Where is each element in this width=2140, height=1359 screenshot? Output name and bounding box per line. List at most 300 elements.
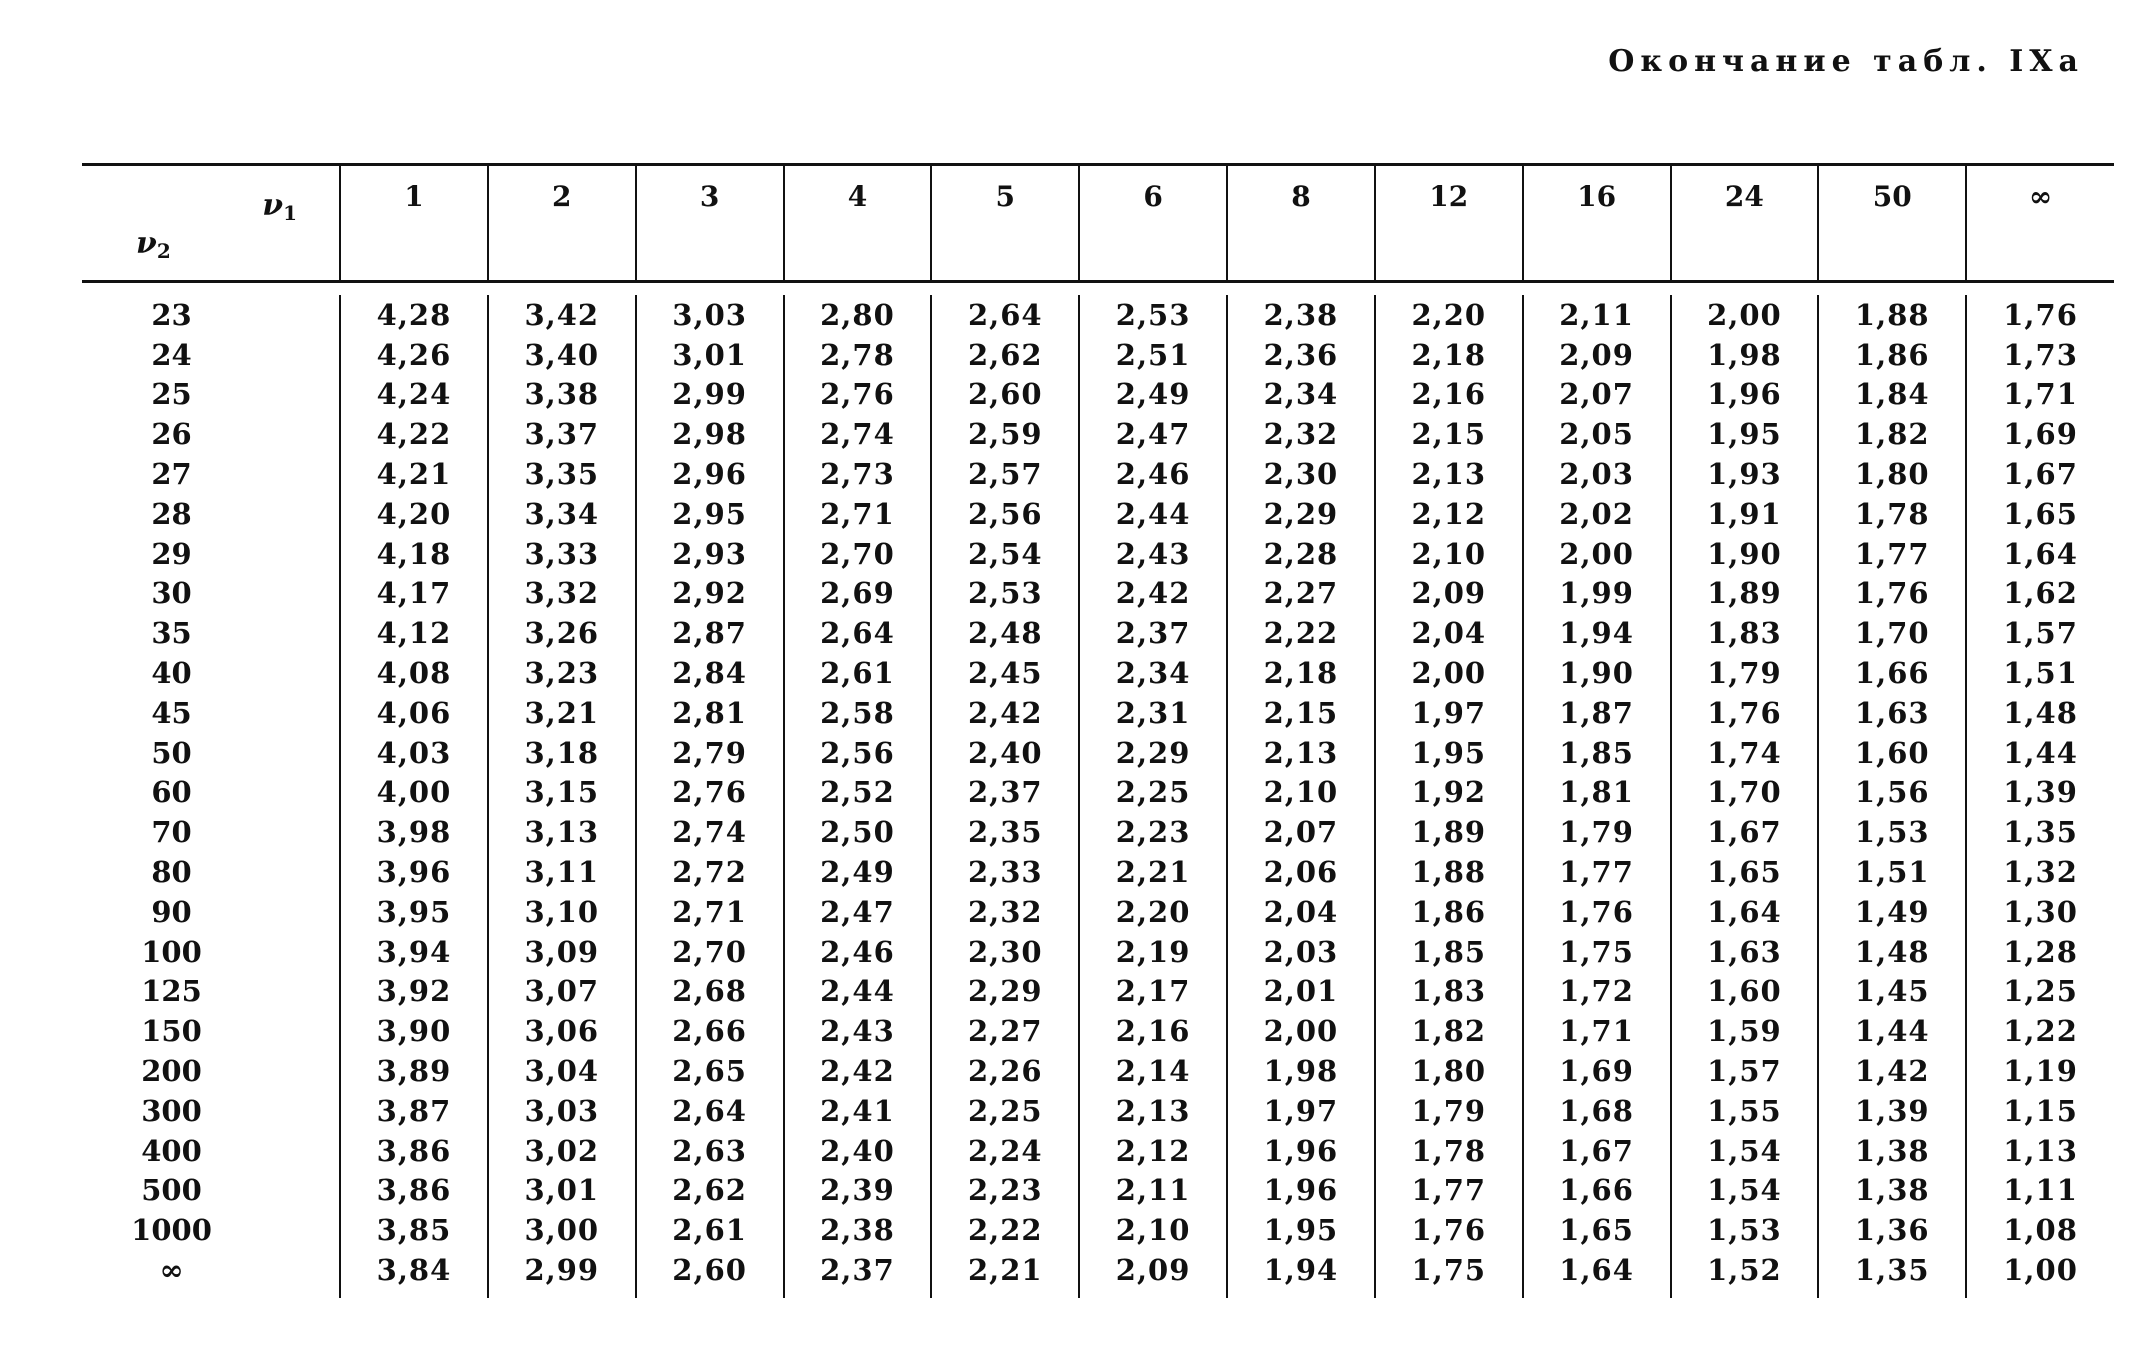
table-row	[82, 534, 2114, 574]
table-cell: 1,79	[1523, 812, 1671, 852]
table-cell: 1,44	[1818, 1011, 1966, 1051]
table-cell: 1,85	[1375, 932, 1523, 972]
table-cell: 1,65	[1966, 494, 2114, 534]
table-cell: 2,17	[1079, 972, 1227, 1012]
table-cell: 2,00	[1523, 534, 1671, 574]
row-label: 25	[151, 377, 192, 412]
table-cell: 3,02	[488, 1131, 636, 1171]
table-cell: 1,67	[1671, 812, 1819, 852]
table-cell: 1,66	[1818, 653, 1966, 693]
table-row	[82, 1250, 2114, 1298]
table-cell: 2,60	[931, 375, 1079, 415]
table-cell: 2,42	[784, 1051, 932, 1091]
table-cell: 2,16	[1375, 375, 1523, 415]
table-cell: 2,31	[1079, 693, 1227, 733]
table-cell: 1,79	[1375, 1091, 1523, 1131]
table-cell: 1,38	[1818, 1171, 1966, 1211]
table-cell: 2,63	[636, 1131, 784, 1171]
table-cell: 2,25	[1079, 773, 1227, 813]
table-cell: 2,45	[931, 653, 1079, 693]
table-cell: 1,11	[1966, 1171, 2114, 1211]
table-cell: 1,76	[1671, 693, 1819, 733]
table-cell: 2,51	[1079, 335, 1227, 375]
table-cell: 1,35	[1818, 1250, 1966, 1298]
table-cell: 3,37	[488, 414, 636, 454]
table-cell: 2,03	[1227, 932, 1375, 972]
table-row	[82, 494, 2114, 534]
table-cell: 2,34	[1079, 653, 1227, 693]
table-cell: 2,23	[1079, 812, 1227, 852]
row-label: 300	[141, 1093, 202, 1128]
table-cell: 2,38	[1227, 295, 1375, 335]
table-cell: 2,93	[636, 534, 784, 574]
table-cell: 1,57	[1671, 1051, 1819, 1091]
table-cell: 1,83	[1671, 613, 1819, 653]
table-cell: 2,57	[931, 454, 1079, 494]
table-cell: 3,87	[340, 1091, 488, 1131]
table-cell: 1,39	[1966, 773, 2114, 813]
table-cell: 2,56	[931, 494, 1079, 534]
table-cell: 1,76	[1375, 1210, 1523, 1250]
nu2-label: $\nu_2$	[136, 226, 171, 263]
table-row	[82, 972, 2114, 1012]
table-cell: 2,04	[1375, 613, 1523, 653]
spacer-row	[82, 282, 2114, 296]
table-cell: 2,64	[784, 613, 932, 653]
table-cell: 2,76	[784, 375, 932, 415]
table-cell: 3,01	[488, 1171, 636, 1211]
table-cell: 2,54	[931, 534, 1079, 574]
table-cell: 2,71	[784, 494, 932, 534]
table-cell: 3,03	[488, 1091, 636, 1131]
table-cell: 1,76	[1966, 295, 2114, 335]
row-label: 60	[151, 775, 192, 810]
table-cell: 2,56	[784, 733, 932, 773]
table-cell: 1,52	[1671, 1250, 1819, 1298]
table-cell: 1,63	[1671, 932, 1819, 972]
table-cell: 1,51	[1818, 852, 1966, 892]
table-row	[82, 773, 2114, 813]
table-cell: 3,35	[488, 454, 636, 494]
table-cell: 2,10	[1375, 534, 1523, 574]
row-label: 28	[151, 496, 192, 531]
table-cell: 3,89	[340, 1051, 488, 1091]
row-label: 400	[141, 1133, 202, 1168]
row-label: 27	[151, 457, 192, 492]
table-row	[82, 653, 2114, 693]
table-cell: 2,35	[931, 812, 1079, 852]
table-cell: 2,27	[1227, 574, 1375, 614]
table-cell: 2,99	[636, 375, 784, 415]
table-cell: 2,24	[931, 1131, 1079, 1171]
table-cell: 2,87	[636, 613, 784, 653]
table-cell: 3,33	[488, 534, 636, 574]
table-cell: 4,06	[340, 693, 488, 733]
row-label: 29	[151, 536, 192, 571]
table-cell: 2,16	[1079, 1011, 1227, 1051]
table-cell: 3,07	[488, 972, 636, 1012]
f-distribution-table	[82, 163, 2114, 1298]
table-cell: 3,09	[488, 932, 636, 972]
table-cell: 2,70	[784, 534, 932, 574]
table-cell: 3,86	[340, 1131, 488, 1171]
table-cell: 2,00	[1375, 653, 1523, 693]
table-cell: 2,37	[1079, 613, 1227, 653]
column-header: 1	[340, 165, 488, 282]
table-cell: 4,22	[340, 414, 488, 454]
table-cell: 2,09	[1523, 335, 1671, 375]
table-cell: 1,89	[1375, 812, 1523, 852]
table-cell: 1,15	[1966, 1091, 2114, 1131]
table-cell: 1,77	[1818, 534, 1966, 574]
table-cell: 2,29	[1227, 494, 1375, 534]
table-cell: 2,37	[931, 773, 1079, 813]
table-cell: 2,30	[1227, 454, 1375, 494]
table-cell: 1,96	[1227, 1171, 1375, 1211]
table-row	[82, 375, 2114, 415]
table-cell: 2,10	[1079, 1210, 1227, 1250]
table-cell: 3,23	[488, 653, 636, 693]
header-row	[82, 165, 2114, 282]
table-cell: 1,64	[1671, 892, 1819, 932]
table-cell: 2,21	[1079, 852, 1227, 892]
table-cell: 2,02	[1523, 494, 1671, 534]
table-cell: 1,70	[1671, 773, 1819, 813]
column-header: 4	[784, 165, 932, 282]
table-cell: 1,94	[1523, 613, 1671, 653]
column-header: 3	[636, 165, 784, 282]
table-cell: 4,26	[340, 335, 488, 375]
table-cell: 3,18	[488, 733, 636, 773]
column-header: 24	[1671, 165, 1819, 282]
table-cell: 1,49	[1818, 892, 1966, 932]
table-cell: 2,73	[784, 454, 932, 494]
table-cell: 3,86	[340, 1171, 488, 1211]
table-cell: 1,67	[1523, 1131, 1671, 1171]
table-cell: 1,96	[1227, 1131, 1375, 1171]
table-cell: 1,66	[1523, 1171, 1671, 1211]
table-cell: 2,49	[784, 852, 932, 892]
table-cell: 1,69	[1966, 414, 2114, 454]
table-cell: 1,78	[1818, 494, 1966, 534]
table-cell: 1,44	[1966, 733, 2114, 773]
table-cell: 1,25	[1966, 972, 2114, 1012]
table-cell: 2,47	[784, 892, 932, 932]
table-cell: 1,56	[1818, 773, 1966, 813]
table-cell: 2,09	[1375, 574, 1523, 614]
table-cell: 1,08	[1966, 1210, 2114, 1250]
table-cell: 4,28	[340, 295, 488, 335]
table-cell: 3,96	[340, 852, 488, 892]
table-cell: 2,95	[636, 494, 784, 534]
row-label: ∞	[159, 1253, 184, 1288]
table-cell: 3,38	[488, 375, 636, 415]
table-row	[82, 1171, 2114, 1211]
table-cell: 3,98	[340, 812, 488, 852]
table-cell: 1,55	[1671, 1091, 1819, 1131]
row-label: 30	[151, 576, 192, 611]
table-cell: 2,84	[636, 653, 784, 693]
table-cell: 1,90	[1671, 534, 1819, 574]
table-cell: 1,74	[1671, 733, 1819, 773]
table-cell: 2,92	[636, 574, 784, 614]
table-cell: 1,59	[1671, 1011, 1819, 1051]
table-cell: 2,09	[1079, 1250, 1227, 1298]
table-cell: 2,60	[636, 1250, 784, 1298]
table-cell: 3,95	[340, 892, 488, 932]
table-cell: 2,58	[784, 693, 932, 733]
table-cell: 2,22	[1227, 613, 1375, 653]
table-cell: 2,44	[1079, 494, 1227, 534]
table-cell: 1,28	[1966, 932, 2114, 972]
table-cell: 2,15	[1227, 693, 1375, 733]
column-header: 2	[488, 165, 636, 282]
table-row	[82, 1210, 2114, 1250]
table-cell: 2,27	[931, 1011, 1079, 1051]
table-cell: 2,06	[1227, 852, 1375, 892]
table-cell: 1,42	[1818, 1051, 1966, 1091]
table-cell: 2,96	[636, 454, 784, 494]
table-cell: 2,11	[1079, 1171, 1227, 1211]
table-cell: 2,07	[1227, 812, 1375, 852]
table-cell: 2,12	[1079, 1131, 1227, 1171]
table-cell: 4,03	[340, 733, 488, 773]
table-cell: 2,44	[784, 972, 932, 1012]
table-cell: 2,13	[1375, 454, 1523, 494]
table-cell: 1,63	[1818, 693, 1966, 733]
table-cell: 2,64	[931, 295, 1079, 335]
corner-cell	[82, 165, 340, 282]
table-cell: 2,18	[1375, 335, 1523, 375]
table-cell: 2,30	[931, 932, 1079, 972]
table-cell: 1,48	[1818, 932, 1966, 972]
row-label: 70	[151, 815, 192, 850]
table-cell: 1,65	[1671, 852, 1819, 892]
table-cell: 2,78	[784, 335, 932, 375]
table-cell: 1,73	[1966, 335, 2114, 375]
table-cell: 2,34	[1227, 375, 1375, 415]
table-cell: 1,98	[1227, 1051, 1375, 1091]
row-label: 125	[141, 974, 202, 1009]
table-cell: 2,41	[784, 1091, 932, 1131]
table-cell: 2,43	[1079, 534, 1227, 574]
table-cell: 1,57	[1966, 613, 2114, 653]
table-row	[82, 733, 2114, 773]
data-table	[82, 163, 2114, 1298]
table-cell: 1,98	[1671, 335, 1819, 375]
table-cell: 2,00	[1671, 295, 1819, 335]
table-cell: 4,20	[340, 494, 488, 534]
table-cell: 2,50	[784, 812, 932, 852]
table-cell: 1,95	[1375, 733, 1523, 773]
table-cell: 1,84	[1818, 375, 1966, 415]
table-cell: 1,87	[1523, 693, 1671, 733]
table-cell: 1,45	[1818, 972, 1966, 1012]
table-cell: 3,00	[488, 1210, 636, 1250]
table-cell: 1,32	[1966, 852, 2114, 892]
table-cell: 1,93	[1671, 454, 1819, 494]
table-cell: 3,01	[636, 335, 784, 375]
table-cell: 1,64	[1523, 1250, 1671, 1298]
table-cell: 3,42	[488, 295, 636, 335]
table-cell: 2,29	[931, 972, 1079, 1012]
table-cell: 2,40	[931, 733, 1079, 773]
table-row	[82, 613, 2114, 653]
table-cell: 2,25	[931, 1091, 1079, 1131]
table-row	[82, 693, 2114, 733]
table-cell: 3,90	[340, 1011, 488, 1051]
table-cell: 2,40	[784, 1131, 932, 1171]
table-cell: 2,04	[1227, 892, 1375, 932]
table-cell: 3,15	[488, 773, 636, 813]
table-cell: 4,12	[340, 613, 488, 653]
row-label: 150	[141, 1014, 202, 1049]
table-cell: 2,53	[931, 574, 1079, 614]
table-cell: 2,79	[636, 733, 784, 773]
table-cell: 2,19	[1079, 932, 1227, 972]
table-cell: 2,01	[1227, 972, 1375, 1012]
table-cell: 1,86	[1818, 335, 1966, 375]
row-label: 500	[141, 1173, 202, 1208]
table-row	[82, 1131, 2114, 1171]
table-cell: 3,40	[488, 335, 636, 375]
table-cell: 2,20	[1079, 892, 1227, 932]
table-row	[82, 1091, 2114, 1131]
table-cell: 2,69	[784, 574, 932, 614]
table-cell: 1,81	[1523, 773, 1671, 813]
table-cell: 2,99	[488, 1250, 636, 1298]
column-header: 12	[1375, 165, 1523, 282]
table-cell: 1,88	[1818, 295, 1966, 335]
table-cell: 4,17	[340, 574, 488, 614]
table-cell: 3,10	[488, 892, 636, 932]
table-body	[82, 282, 2114, 1298]
column-header: 6	[1079, 165, 1227, 282]
table-cell: 2,05	[1523, 414, 1671, 454]
column-header: 16	[1523, 165, 1671, 282]
table-cell: 1,00	[1966, 1250, 2114, 1298]
table-cell: 4,21	[340, 454, 488, 494]
row-label: 24	[151, 337, 192, 372]
table-cell: 1,83	[1375, 972, 1523, 1012]
table-row	[82, 892, 2114, 932]
table-cell: 2,68	[636, 972, 784, 1012]
table-cell: 1,71	[1523, 1011, 1671, 1051]
table-cell: 1,71	[1966, 375, 2114, 415]
table-cell: 1,38	[1818, 1131, 1966, 1171]
table-cell: 1,82	[1375, 1011, 1523, 1051]
table-cell: 3,92	[340, 972, 488, 1012]
table-caption: Окончание табл. IXa	[1608, 44, 2084, 79]
row-label: 200	[141, 1054, 202, 1089]
table-cell: 2,53	[1079, 295, 1227, 335]
table-cell: 1,95	[1227, 1210, 1375, 1250]
row-label: 1000	[131, 1213, 212, 1248]
table-cell: 2,61	[784, 653, 932, 693]
column-header: ∞	[1966, 165, 2114, 282]
table-cell: 2,49	[1079, 375, 1227, 415]
table-cell: 1,75	[1375, 1250, 1523, 1298]
row-label: 45	[151, 695, 192, 730]
table-cell: 2,42	[1079, 574, 1227, 614]
table-cell: 1,39	[1818, 1091, 1966, 1131]
table-cell: 2,37	[784, 1250, 932, 1298]
table-cell: 2,20	[1375, 295, 1523, 335]
table-cell: 2,14	[1079, 1051, 1227, 1091]
table-cell: 2,13	[1227, 733, 1375, 773]
nu1-label: $\nu_1$	[262, 188, 298, 225]
table-cell: 2,98	[636, 414, 784, 454]
table-cell: 1,19	[1966, 1051, 2114, 1091]
table-cell: 3,26	[488, 613, 636, 653]
table-cell: 1,36	[1818, 1210, 1966, 1250]
table-cell: 1,62	[1966, 574, 2114, 614]
table-cell: 2,00	[1227, 1011, 1375, 1051]
table-cell: 1,67	[1966, 454, 2114, 494]
table-cell: 2,59	[931, 414, 1079, 454]
table-cell: 1,99	[1523, 574, 1671, 614]
table-cell: 2,66	[636, 1011, 784, 1051]
table-row	[82, 812, 2114, 852]
table-cell: 3,21	[488, 693, 636, 733]
row-label: 80	[151, 855, 192, 890]
table-cell: 2,48	[931, 613, 1079, 653]
table-cell: 2,21	[931, 1250, 1079, 1298]
row-label: 50	[151, 735, 192, 770]
table-cell: 3,11	[488, 852, 636, 892]
table-cell: 1,96	[1671, 375, 1819, 415]
table-cell: 1,79	[1671, 653, 1819, 693]
table-cell: 1,69	[1523, 1051, 1671, 1091]
table-cell: 1,90	[1523, 653, 1671, 693]
row-label: 40	[151, 656, 192, 691]
table-cell: 1,82	[1818, 414, 1966, 454]
table-cell: 2,03	[1523, 454, 1671, 494]
table-cell: 1,80	[1375, 1051, 1523, 1091]
table-cell: 2,28	[1227, 534, 1375, 574]
table-cell: 1,78	[1375, 1131, 1523, 1171]
table-cell: 2,12	[1375, 494, 1523, 534]
table-cell: 2,22	[931, 1210, 1079, 1250]
table-cell: 1,95	[1671, 414, 1819, 454]
table-cell: 1,86	[1375, 892, 1523, 932]
row-label: 35	[151, 616, 192, 651]
table-cell: 4,18	[340, 534, 488, 574]
table-cell: 2,80	[784, 295, 932, 335]
column-header: 5	[931, 165, 1079, 282]
column-header: 50	[1818, 165, 1966, 282]
table-cell: 2,13	[1079, 1091, 1227, 1131]
table-cell: 1,70	[1818, 613, 1966, 653]
table-cell: 2,11	[1523, 295, 1671, 335]
row-label: 100	[141, 934, 202, 969]
table-cell: 3,84	[340, 1250, 488, 1298]
table-cell: 2,32	[1227, 414, 1375, 454]
table-cell: 1,75	[1523, 932, 1671, 972]
table-cell: 1,89	[1671, 574, 1819, 614]
table-row	[82, 335, 2114, 375]
table-cell: 1,64	[1966, 534, 2114, 574]
table-cell: 1,54	[1671, 1131, 1819, 1171]
table-cell: 3,32	[488, 574, 636, 614]
table-cell: 1,60	[1671, 972, 1819, 1012]
table-cell: 1,53	[1671, 1210, 1819, 1250]
table-row	[82, 1051, 2114, 1091]
table-cell: 2,32	[931, 892, 1079, 932]
table-cell: 1,68	[1523, 1091, 1671, 1131]
table-cell: 2,64	[636, 1091, 784, 1131]
table-cell: 1,51	[1966, 653, 2114, 693]
